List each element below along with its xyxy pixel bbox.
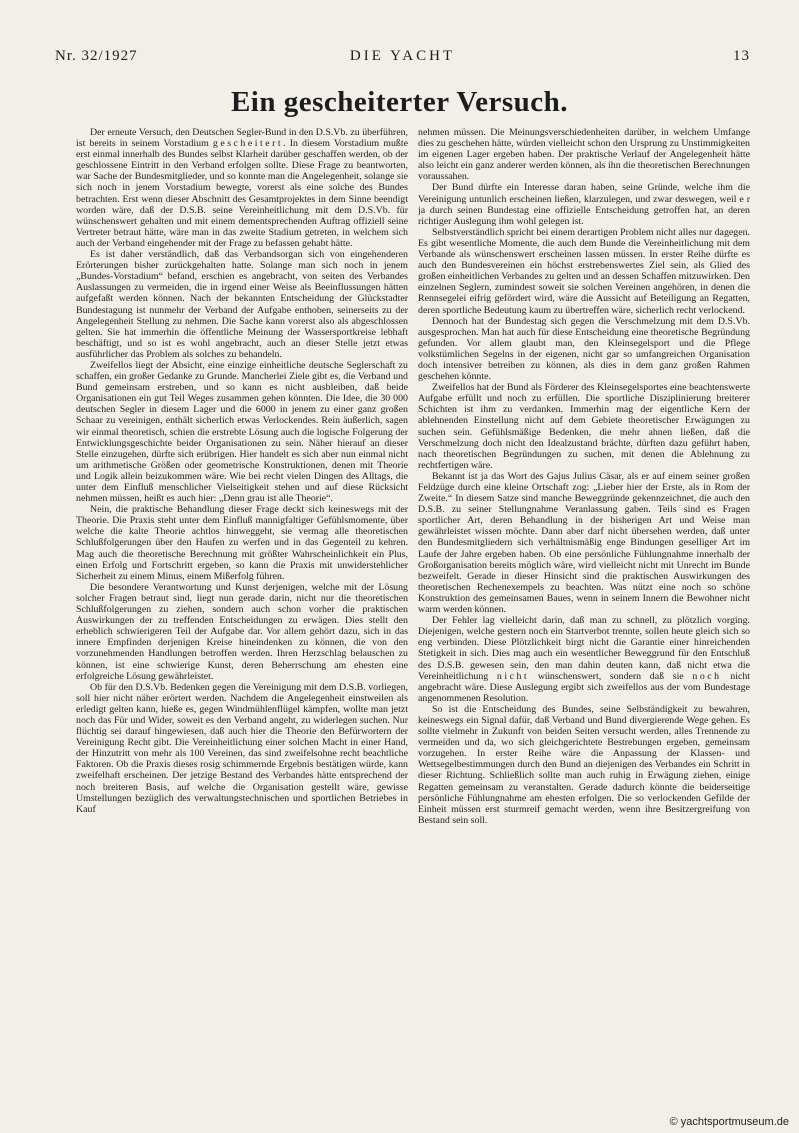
watermark[interactable]: © yachtsportmuseum.de	[669, 1116, 789, 1128]
article-title: Ein gescheiterter Versuch.	[230, 86, 569, 118]
spaced-emphasis: noch	[692, 670, 722, 682]
issue-number: Nr. 32/1927	[55, 48, 138, 64]
paragraph: Bekannt ist ja das Wort des Gajus Julius Cäsar, als er auf einem seiner großen Feldzüge durch eine kleine Ortschaft zog: „Lieber hier der Erste, als in Rom der Zweite.“ In diesem Satze sind manche Beweggründe gekennzeichnet, die auch den D.S.B. zu seiner Stellungnahme Veranlassung gaben. Teils sind es Fragen sportlicher Art, deren Behandlung in der bisherigen Art und Weise man gewährleistet wissen möchte. Dann aber darf nicht übersehen werden, daß unter den Bundesmitgliedern sich verhältnismäßig enge Bindungen geselliger Art im Laufe der Jahre ergeben haben. Ob eine persönliche Fühlungnahme innerhalb der Großorganisation bereits möglich wäre, wird vielleicht nicht mit Unrecht im Bunde bezweifelt. Gerade in dieser Hinsicht sind die praktischen Auswirkungen des theoretischen Rechenexempels zu beachten. Was nützt eine noch so schöne Konstruktion des gemeinsamen Baues, wenn in seinem Innern die Bewohner nicht warm werden können.	[418, 470, 750, 616]
journal-name: DIE YACHT	[349, 48, 456, 64]
paragraph: Selbstverständlich spricht bei einem derartigen Problem nicht alles nur dagegen. Es gibt wesentliche Momente, die auch dem Bunde die Vereinheitlichung mit dem Verbande als wünschenswert erscheinen lassen müssen. In erster Reihe dürfte es auch den Bundesvereinen ein höchst erstrebenswertes Ziel sein, als Glied des großen einheitlichen Verbandes zu gelten und an dessen Schaffen mitzuwirken. Den einzelnen Seglern, zumindest soweit sie solchen Vereinen angehören, in denen die Rennsegelei eifrig gefördert wird, wäre die Aussicht auf Beteiligung an Regatten, deren sportliche Bedeutung kaum zu übertreffen wäre, sicherlich recht verlockend.	[418, 226, 750, 316]
paragraph: Der Bund dürfte ein Interesse daran haben, seine Gründe, welche ihm die Vereinigung untunlich erscheinen ließen, klarzulegen, und zwar deswegen, weil e r ja durch seinen Bundestag eine offizielle Entscheidung getroffen hat, an deren richtiger Auslegung ihm wohl gelegen ist.	[418, 182, 750, 227]
page-number: 13	[733, 48, 750, 64]
paragraph: nehmen müssen. Die Meinungsverschiedenheiten darüber, in welchem Umfange dies zu geschehen hätte, würden vielleicht schon den Ursprung zu Unstimmigkeiten im eigenen Lager ergeben haben. Der praktische Verlauf der Angelegenheit hätte also leicht ein ganz anderer werden können, als ihn die theoretischen Berechnungen voraussahen.	[418, 127, 750, 183]
paragraph: So ist die Entscheidung des Bundes, seine Selbständigkeit zu bewahren, keineswegs ein Signal dafür, daß Verband und Bund divergierende Wege gehen. Es sollte vielmehr in Zukunft von beiden Seiten versucht werden, alles Trennende zu vermeiden und da, wo sich gleichgerichtete Bestrebungen ergeben, gemeinsam vorzugehen. In erster Reihe wäre die Anpassung der Klassen- und Wettsegelbestimmungen durch den Bund an diejenigen des Verbandes ein Schritt in dieser Richtung. Schließlich sollte man auch ruhig in Erwägung ziehen, einige Regatten gemeinsam zu veranstalten. Gerade dadurch könnte die beiderseitige persönliche Fühlungnahme am ehesten erfolgen. Die so verlockenden Gefilde der Einheit müssen erst sturmreif gemacht werden, wenn ihre Besitzergreifung von Bestand sein soll.	[418, 703, 750, 826]
paragraph: Es ist daher verständlich, daß das Verbandsorgan sich von eingehenderen Erörterungen bisher zurückgehalten hatte. Solange man sich noch in jenem „Bundes-Vorstadium“ befand, erschien es angebracht, von seiten des Verbandes Auslassungen zu vermeiden, die in irgend einer Weise als Beeinflussungen hätten aufgefaßt werden können. Nach der bekannten Entscheidung der Glückstadter Bundestagung ist nunmehr der Verband der Aufgabe enthoben, seinerseits zu der Angelegenheit Stellung zu nehmen. Die Sache kann vorerst also als abgeschlossen gelten. Sie hat immerhin die öffentliche Meinung der Wassersportkreise lebhaft beschäftigt, und so ist es wohl angebracht, auch an dieser Stelle jetzt etwas ausführlicher das Problem als solches zu behandeln.	[76, 249, 408, 360]
spaced-emphasis: nicht	[496, 670, 530, 682]
paragraph: Dennoch hat der Bundestag sich gegen die Verschmelzung mit dem D.S.Vb. ausgesprochen. Man hat auch für diese Entscheidung eine theoretische Begründung gefunden. Vor allem glaubt man, den Kleinsegelsport und die Pflege volkstümlichen Segelns in der eigenen, nicht gar so umfangreichen Organisation doch intensiver betreiben zu können, als dies in dem ganz großen Rahmen geschehen könnte.	[418, 315, 750, 383]
left-column	[76, 127, 408, 1075]
paragraph: Ob für den D.S.Vb. Bedenken gegen die Vereinigung mit dem D.S.B. vorliegen, soll hier nicht näher erörtert werden. Nachdem die Angelegenheit einstweilen als erledigt gelten kann, hieße es, gegen Windmühlenflügel kämpfen, wollte man jetzt noch das Für und Wider, soweit es den Verband angeht, zu widerlegen suchen. Nur flüchtig sei darauf hingewiesen, daß auch hier die Theorie den Befürwortern der Vereinigung Recht gibt. Die Vereinheitlichung einer solchen Macht in einer Hand, der Hinzutritt von mehr als 100 Vereinen, das sind zweifelsohne recht beachtliche Faktoren. Ob die Praxis dieses rosig schimmernde Ergebnis bestätigen würde, kann zweifelhaft erscheinen. Der jetzige Bestand des Verbandes hätte entsprechend der noch breiteren Basis, auf welche die Organisation gestellt wäre, gewisse Umstellungen bezüglich des verwaltungstechnischen und sportlichen Betriebes in Kauf	[76, 681, 408, 815]
right-column	[418, 127, 750, 1075]
paragraph: Der Fehler lag vielleicht darin, daß man zu schnell, zu plötzlich vorging. Diejenigen, welche gestern noch ein Startverbot trennte, sollen heute gleich sich so eng verbinden. Diese Plötzlichkeit birgt nicht die Garantie einer hinreichenden Stetigkeit in sich. Dies mag auch ein wesentlicher Beweggrund für den Entschluß des D.S.B. gewesen sein, den man dahin deuten kann, daß nicht etwa die Vereinheitlichung nicht wünschenswert, sondern daß sie noch nicht angebracht wäre. Diese Auslegung ergibt sich zweifellos aus der vom Bundestage angenommenen Resolution.	[418, 615, 750, 704]
paragraph: Der erneute Versuch, den Deutschen Segler-Bund in den D.S.Vb. zu überführen, ist bereits in seinem Vorstadium gescheitert. In diesem Vorstadium mußte erst einmal innerhalb des Bundes selbst Klarheit darüber geschaffen werden, ob der geschlossene Eintritt in den Verband erfolgen sollte. Diese Frage zu beantworten, war Sache der Bundesmitglieder, und so konnte man die Angelegenheit, solange sie sich noch in jenem Vorstadium bewegte, vorerst als eine solche des Bundes betrachten. Erst wenn dieser Abschnitt des Gesamtprojektes in dem Sinne beendigt worden wäre, daß der D.S.B. seine Vereinheitlichung mit dem D.S.Vb. für wünschenswert gehalten und mit einem dementsprechenden Auftrag offiziell seine Vertreter betraut hätte, wäre man in das zweite Stadium getreten, in welchem sich auch der Verband eingehender mit der Frage zu befassen gehabt hätte.	[76, 127, 408, 249]
paragraph: Die besondere Verantwortung und Kunst derjenigen, welche mit der Lösung solcher Fragen betraut sind, liegt nun gerade darin, nicht nur die theoretischen Schlußfolgerungen zu ziehen, sondern auch schon vorher die praktischen Auswirkungen der zu treffenden Entscheidungen zu erwägen. Dies stellt den erheblich schwierigeren Teil der Aufgabe dar. Vor allem gehört dazu, sich in das innere Empfinden derjenigen Kreise hineindenken zu können, die von den vorzunehmenden Handlungen betroffen werden. Ihren Herzschlag belauschen zu können, ist eine schwierige Kunst, deren Beherrschung am ehesten eine erfolgreiche Lösung gewährleistet.	[76, 581, 408, 682]
paragraph: Nein, die praktische Behandlung dieser Frage deckt sich keineswegs mit der Theorie. Die Praxis steht unter dem Einfluß mannigfaltiger Gefühlsmomente, über welche die kalte Theorie achtlos hinweggeht, sie vermag alle theoretischen Schlußfolgerungen über den Haufen zu werfen und in das Gegenteil zu kehren. Mag auch die theoretische Berechnung mit größter Wahrscheinlichkeit ein Plus, einen Erfolg und Fortschritt ergeben, so kann die Praxis mit unwiderstehlicher Sicherheit zu einem Minus, einem Mißerfolg führen.	[76, 504, 408, 582]
running-header	[55, 48, 750, 70]
paragraph: Zweifellos liegt der Absicht, eine einzige einheitliche deutsche Seglerschaft zu schaffen, ein großer Gedanke zu Grunde. Mancherlei Ziele gibt es, die Verband und Bund gemeinsam erstreben, und so kann es nicht ausbleiben, daß beide Organisationen ein gut Teil Weges zusammen gehen könnten. Die Idee, die 30 000 deutschen Segler in diesem Lager und die 6000 in jenem zu einer ganz großen Schaar zu vereinigen, enthält sicherlich etwas Verlockendes. Rein äußerlich, sagen wir einmal theoretisch, schien die erstrebte Lösung auch die logische Folgerung der Entwicklungsgeschichte beider Organisationen zu sein. Näher hierauf an dieser Stelle einzugehen, dürfte sich erübrigen. Hier handelt es sich aber nun einmal nicht um arithmetische Größen oder geometrische Konstruktionen, denen mit Theorie und Logik allein beizukommen wäre. Wie bei recht vielen Dingen des Alltags, die unter dem Einfluß menschlicher Vielseitigkeit stehen und auf diese Rücksicht nehmen müssen, heißt es auch hier: „Denn grau ist alle Theorie“.	[76, 359, 408, 505]
spaced-emphasis: gescheitert	[212, 138, 284, 150]
paragraph: Zweifellos hat der Bund als Förderer des Kleinsegelsportes eine beachtenswerte Aufgabe erfüllt und noch zu erfüllen. Die sportliche Disziplinierung breiterer Schichten ist ihm zu verdanken. Immerhin mag der eigentliche Kern der ablehnenden Einstellung nicht auf dem Gebiete theoretischer Erwägungen zu suchen sein. Gefühlsmäßige Bedenken, die mehr ahnen ließen, daß die Verschmelzung doch nicht den Idealzustand brächte, dürften dazu geführt haben, nach theoretischen Begründungen zu suchen, mit denen die Ablehnung zu rechtfertigen wäre.	[418, 382, 750, 471]
